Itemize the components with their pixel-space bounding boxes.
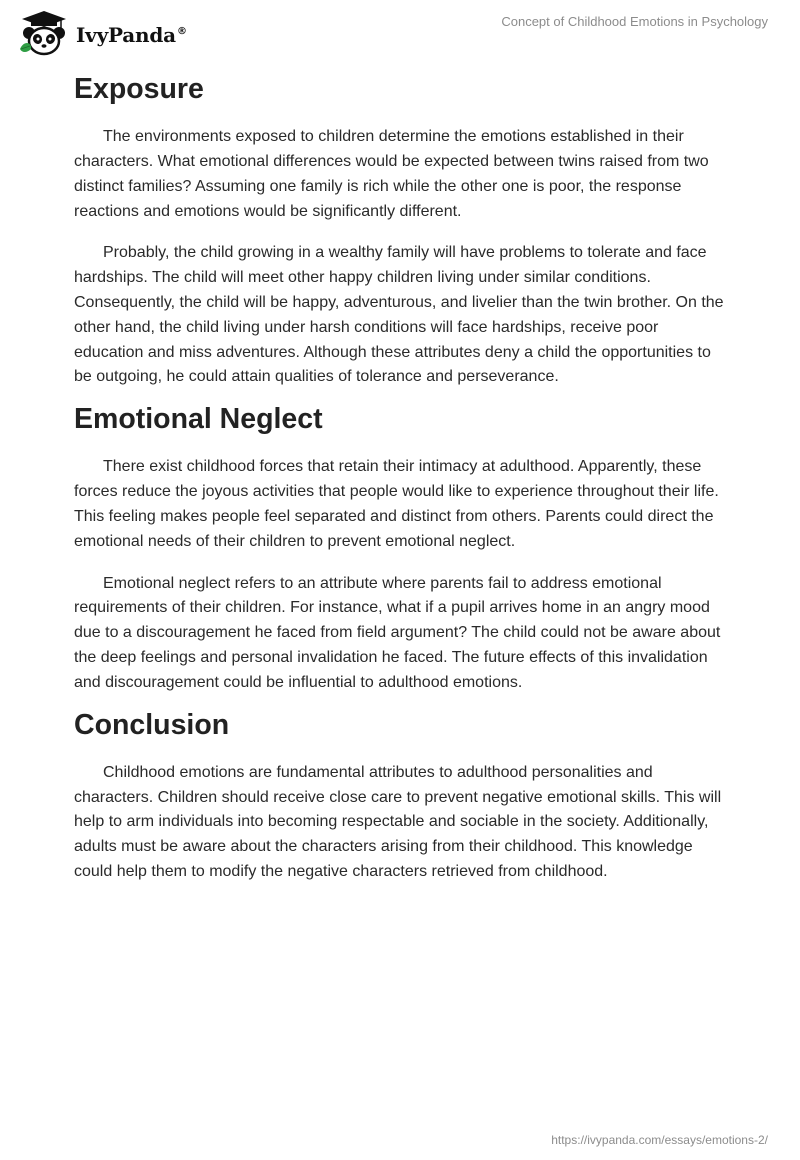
page-header bbox=[0, 0, 800, 62]
section-conclusion bbox=[74, 708, 726, 885]
section-emotional-neglect bbox=[74, 402, 726, 695]
paragraph: Childhood emotions are fundamental attributes to adulthood personalities and characters. Children should receive close care to prevent negative emotional skills. This will help to arm individuals into becoming respectable and sociable in the society. Additionally, adults must be aware about the characters arising from their childhood. This knowledge could help them to modify the negative characters retrieved from childhood. bbox=[74, 763, 722, 880]
registered-mark: ® bbox=[176, 26, 187, 38]
essay-content bbox=[74, 68, 726, 885]
logo-text: IvyPanda® bbox=[76, 23, 187, 47]
paragraph: Emotional neglect refers to an attribute where parents fail to address emotional requirements of their children. For instance, what if a pupil arrives home in an angry mood due to a discouragement he faced from field argument? The child could not be aware about the deep feelings and personal invalidation he faced. The future effects of this invalidation and discouragement could be influential to adulthood emotions. bbox=[74, 574, 721, 691]
section-heading: Conclusion bbox=[74, 708, 230, 741]
panda-graduate-icon bbox=[16, 9, 72, 57]
section-exposure bbox=[74, 72, 726, 390]
section-heading: Emotional Neglect bbox=[74, 403, 323, 436]
logo-link[interactable] bbox=[16, 9, 187, 57]
paragraph: Probably, the child growing in a wealthy family will have problems to tolerate and face hardships. The child will meet other happy children living under similar conditions. Consequently, the child will be happy, adventurous, and livelier than the twin brother. On the other hand, the child living under harsh conditions will face hardships, receive poor education and miss adventures. Although these attributes deny a child the opportunities to be outgoing, he could attain qualities of tolerance and perseverance. bbox=[74, 244, 724, 386]
document-title: Concept of Childhood Emotions in Psychology bbox=[501, 14, 768, 29]
paragraph: There exist childhood forces that retain their intimacy at adulthood. Apparently, these forces reduce the joyous activities that people would like to experience throughout their life. This feeling makes people feel separated and distinct from others. Parents could direct the emotional needs of their children to prevent emotional neglect. bbox=[74, 458, 719, 550]
source-url-link[interactable]: https://ivypanda.com/essays/emotions-2/ bbox=[551, 1133, 768, 1147]
paragraph: The environments exposed to children determine the emotions established in their characters. What emotional differences would be expected between twins raised from two distinct families? Assuming one family is rich while the other one is poor, the response reactions and emotions would be significantly different. bbox=[74, 128, 709, 220]
section-heading: Exposure bbox=[74, 73, 204, 105]
